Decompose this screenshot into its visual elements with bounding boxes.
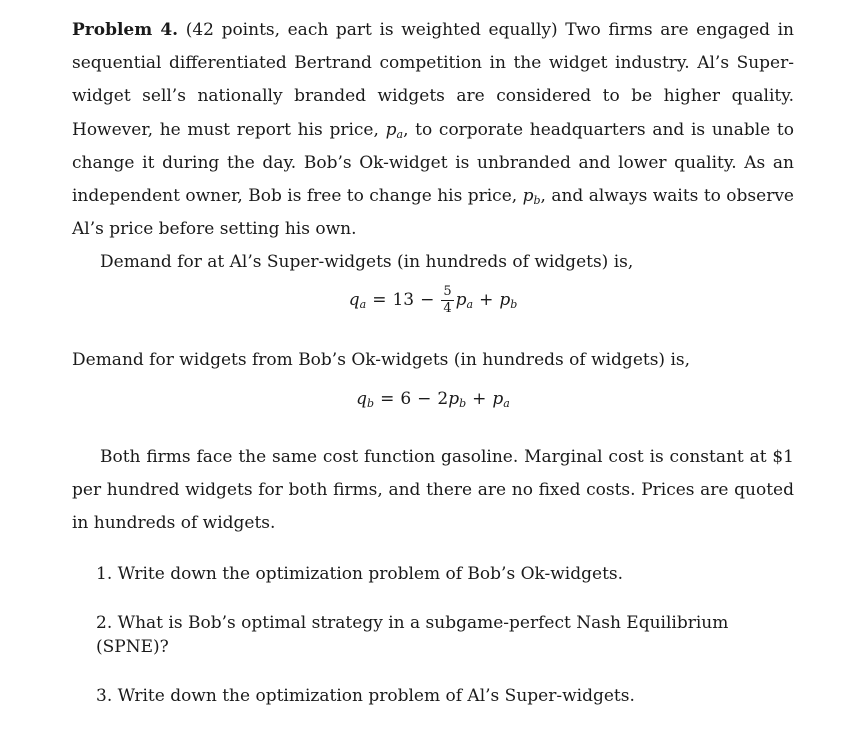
problem-label: Problem 4. (72, 20, 179, 40)
eq-a-term2: $p_b$ (499, 290, 518, 312)
eq-a-minus: − (420, 290, 435, 311)
problem-intro-text-3: , and always waits to observe Al’s price before setting his own. (72, 186, 794, 240)
problem-intro-text-2: , to corporate headquarters and is unable to change it during the day. Bob’s Ok-widget is unbranded and lower quality. As an independent owner, Bob is free to change his price, (72, 119, 795, 207)
demand-b-intro: Demand for widgets from Bob’s Ok-widgets (in hundreds of widgets) is, (72, 349, 691, 370)
eq-b-plus: + (472, 388, 487, 409)
question-item-2: 2. What is Bob’s optimal strategy in a subgame-perfect Nash Equilibrium (SPNE)? (96, 613, 729, 658)
eq-a-fraction: $\frac{5}{4}$ (443, 283, 452, 316)
eq-b-minus: − (417, 388, 432, 409)
demand-a-intro: Demand for at Al’s Super-widgets (in hundreds of widgets) is, (100, 252, 634, 273)
costs-paragraph: Both firms face the same cost function gasoline. Marginal cost is constant at $1 per hundred widgets for both firms, and there are no fixed costs. Prices are quoted in hundreds of widgets. (72, 446, 794, 534)
eq-a-equals: = (372, 290, 387, 311)
problem-intro-text: (42 points, each part is weighted equally) Two firms are engaged in sequential differentiated Bertrand competition in the widget industry. Al’s Super-widget sell’s nationally branded widgets are considered to be higher quality. However, he must report his price, (72, 20, 794, 140)
eq-b-term2: $p_a$ (492, 388, 510, 410)
eq-a-term1: $p_a$ (455, 290, 474, 312)
demand-b-equation (72, 389, 794, 445)
questions-list (72, 562, 794, 708)
eq-b-lhs: $q_b$ (356, 388, 375, 410)
eq-a-constant: 13 (392, 290, 415, 311)
eq-a-lhs: $q_a$ (348, 290, 367, 312)
eq-b-term1: $p_b$ (448, 388, 467, 410)
eq-b-coef: 2 (437, 388, 449, 409)
question-item-1: 1. Write down the optimization problem of Bob’s Ok-widgets. (96, 564, 624, 585)
eq-a-plus: + (479, 290, 494, 311)
problem-intro-paragraph (72, 14, 794, 246)
price-a-symbol: $p_a$ (385, 119, 404, 141)
document-page (72, 14, 794, 733)
price-b-symbol: $p_b$ (522, 186, 541, 208)
eq-b-constant: 6 (400, 388, 412, 409)
demand-a-equation (72, 284, 794, 342)
eq-b-equals: = (380, 388, 395, 409)
question-item-3: 3. Write down the optimization problem of Al’s Super-widgets. (96, 686, 635, 707)
